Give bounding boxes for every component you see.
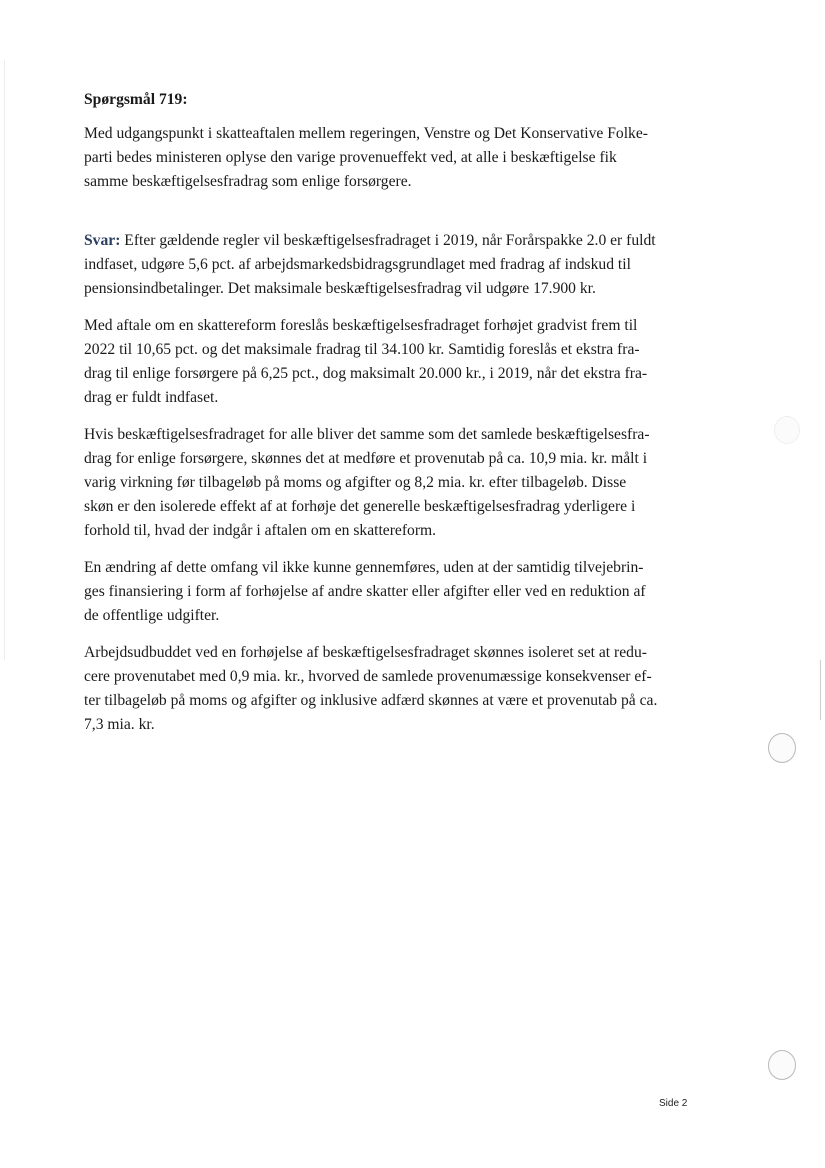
- answer-line: ges finansiering i form af forhøjelse af andre skatter eller afgifter eller ved en reduktion af: [84, 583, 646, 600]
- answer-line: varig virkning før tilbageløb på moms og afgifter og 8,2 mia. kr. efter tilbageløb. Disse: [84, 474, 627, 491]
- punch-hole-middle: [768, 733, 796, 763]
- question-heading: Spørgsmål 719:: [84, 91, 188, 108]
- answer-paragraph-2: [84, 314, 694, 410]
- answer-line: 2022 til 10,65 pct. og det maksimale fradrag til 34.100 kr. Samtidig foreslås et ekstra fra-: [84, 341, 640, 358]
- answer-line: Med aftale om en skattereform foreslås beskæftigelsesfradraget forhøjet gradvist frem til: [84, 317, 638, 334]
- answer-line: indfaset, udgøre 5,6 pct. af arbejdsmarkedsbidragsgrundlaget med fradrag af indskud til: [84, 256, 631, 273]
- punch-hole-bottom: [768, 1050, 796, 1080]
- answer-line: 7,3 mia. kr.: [84, 716, 155, 733]
- answer-section: [84, 229, 694, 737]
- answer-line: skøn er den isolerede effekt af at forhøje det generelle beskæftigelsesfradrag yderligere i: [84, 498, 636, 515]
- question-text: [84, 122, 694, 194]
- left-edge-mark: [4, 60, 5, 660]
- answer-paragraph-3: [84, 423, 694, 543]
- answer-line: Hvis beskæftigelsesfradraget for alle bliver det samme som det samlede beskæftigelsesfra-: [84, 426, 650, 443]
- answer-paragraph-5: [84, 641, 694, 737]
- answer-paragraph-4: [84, 556, 694, 628]
- question-line: samme beskæftigelsesfradrag som enlige forsørgere.: [84, 173, 412, 190]
- answer-line: pensionsindbetalinger. Det maksimale beskæftigelsesfradrag vil udgøre 17.900 kr.: [84, 280, 596, 297]
- question-line: Med udgangspunkt i skatteaftalen mellem regeringen, Venstre og Det Konservative Folke-: [84, 125, 648, 142]
- document-body: [84, 88, 694, 750]
- answer-paragraph-1: [84, 229, 694, 301]
- answer-line: Arbejdsudbuddet ved en forhøjelse af beskæftigelsesfradraget skønnes isoleret set at redu-: [84, 644, 647, 661]
- answer-line: En ændring af dette omfang vil ikke kunne gennemføres, uden at der samtidig tilvejebrin-: [84, 559, 644, 576]
- answer-line: forhold til, hvad der indgår i aftalen om en skattereform.: [84, 522, 437, 539]
- answer-line-text: Efter gældende regler vil beskæftigelsesfradraget i 2019, når Forårspakke 2.0 er fuldt: [120, 232, 656, 249]
- answer-line: cere provenutabet med 0,9 mia. kr., hvorved de samlede provenumæssige konsekvenser ef-: [84, 668, 652, 685]
- question-line: parti bedes ministeren oplyse den varige provenueffekt ved, at alle i beskæftigelse fik: [84, 149, 617, 166]
- answer-line: ter tilbageløb på moms og afgifter og inklusive adfærd skønnes at være et provenutab på ca.: [84, 692, 658, 709]
- answer-line: drag er fuldt indfaset.: [84, 389, 219, 406]
- answer-line: [84, 229, 694, 253]
- punch-hole-top: [774, 416, 800, 444]
- answer-line: drag for enlige forsørgere, skønnes det at medføre et provenutab på ca. 10,9 mia. kr. målt i: [84, 450, 648, 467]
- page-number: Side 2: [659, 1098, 688, 1109]
- answer-label: Svar:: [84, 232, 121, 249]
- right-edge-mark: [820, 660, 821, 720]
- answer-line: drag til enlige forsørgere på 6,25 pct., dog maksimalt 20.000 kr., i 2019, når det ekstra fra-: [84, 365, 648, 382]
- answer-line: de offentlige udgifter.: [84, 607, 220, 624]
